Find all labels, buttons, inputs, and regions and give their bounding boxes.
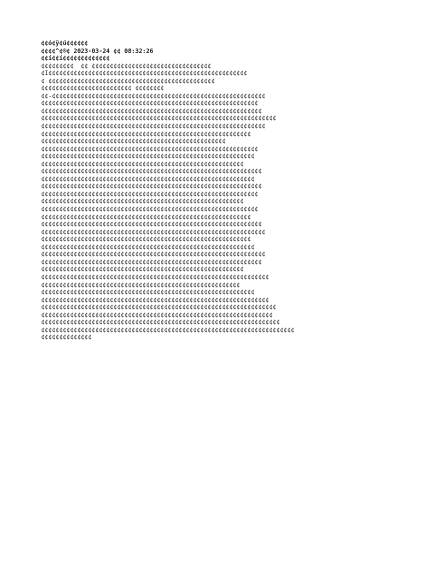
text-line: ¢¢¢¢¢¢¢¢¢¢¢¢¢¢¢¢¢¢¢¢¢¢¢¢¢¢¢¢¢¢¢¢¢¢¢¢¢¢¢¢¢¢¢¢¢¢¢¢¢¢¢¢¢¢¢¢¢¢¢¢¢¢¢¢¢¢	[41, 319, 280, 327]
text-line: ¢¢¢¢¢¢¢¢¢¢¢¢¢¢¢¢¢¢¢¢¢¢¢¢¢¢¢¢¢¢¢¢¢¢¢¢¢¢¢¢¢¢¢¢¢¢¢¢¢¢¢	[41, 138, 226, 146]
text-line: ¢¢¢¢¢¢¢¢¢¢¢¢¢¢¢¢¢¢¢¢¢¢¢¢¢¢¢¢¢¢¢¢¢¢¢¢¢¢¢¢¢¢¢¢¢¢¢¢¢¢¢¢¢¢¢¢¢¢¢¢¢	[41, 221, 262, 229]
text-line: ¢¢¢¢¢¢¢¢¢ ¢¢ ¢¢¢¢¢¢¢¢¢¢¢¢¢¢¢¢¢¢¢¢¢¢¢¢¢¢¢¢¢¢¢¢¢	[41, 62, 212, 70]
text-line: ¢¢¢¢¢¢¢¢¢¢¢¢¢¢¢¢¢¢¢¢¢¢¢¢¢¢¢¢¢¢¢¢¢¢¢¢¢¢¢¢¢¢¢¢¢¢¢¢¢¢¢¢¢¢¢¢¢¢¢¢¢¢¢¢¢¢¢¢¢¢	[41, 326, 295, 334]
text-line: ¢¢¢¢¢¢¢¢¢¢¢¢¢¢¢¢¢¢¢¢¢¢¢¢¢¢¢¢¢¢¢¢¢¢¢¢¢¢¢¢¢¢¢¢¢¢¢¢¢¢¢¢¢¢¢¢¢¢¢¢¢¢¢¢	[41, 311, 273, 319]
text-line: ¢¢¢¢¢¢¢¢¢¢¢¢¢¢¢¢¢¢¢¢¢¢¢¢¢¢¢¢¢¢¢¢¢¢¢¢¢¢¢¢¢¢¢¢¢¢¢¢¢¢¢¢¢¢¢¢¢¢¢¢¢¢¢	[41, 296, 269, 304]
text-line: ¢¢¢¢¢¢¢¢¢¢¢¢¢¢¢¢¢¢¢¢¢¢¢¢¢¢¢¢¢¢¢¢¢¢¢¢¢¢¢¢¢¢¢¢¢¢¢¢¢¢¢¢¢¢¢¢¢¢¢¢¢¢	[41, 251, 266, 259]
text-line: ¢¢¢¢¢¢¢¢¢¢¢¢¢¢¢¢¢¢¢¢¢¢¢¢¢¢¢¢¢¢¢¢¢¢¢¢¢¢¢¢¢¢¢¢¢¢¢¢¢¢¢¢¢¢¢¢	[41, 160, 244, 168]
text-line: ¢¢¢¢¢¢¢¢¢¢¢¢¢¢¢¢¢¢¢¢¢¢¢¢¢¢¢¢¢¢¢¢¢¢¢¢¢¢¢¢¢¢¢¢¢¢¢¢¢¢¢¢¢¢¢¢¢¢¢¢	[41, 206, 259, 214]
text-line: ¢¢¢¢¢¢¢¢¢¢¢¢¢¢¢¢¢¢¢¢¢¢¢¢¢¢¢¢¢¢¢¢¢¢¢¢¢¢¢¢¢¢¢¢¢¢¢¢¢¢¢¢¢¢¢¢¢¢¢¢¢	[41, 258, 262, 266]
text-line: ¢¢¢¢¢¢¢¢¢¢¢¢¢¢¢¢¢¢¢¢¢¢¢¢¢¢¢¢¢¢¢¢¢¢¢¢¢¢¢¢¢¢¢¢¢¢¢¢¢¢¢¢¢¢¢¢	[41, 266, 244, 274]
text-line: ¢¢¢¢¢¢¢¢¢¢¢¢¢¢¢¢¢¢¢¢¢¢¢¢¢¢¢¢¢¢¢¢¢¢¢¢¢¢¢¢¢¢¢¢¢¢¢¢¢¢¢¢¢¢¢¢¢¢¢¢¢¢¢	[41, 273, 269, 281]
document-subtitle: ¢¢í¢¢í¢¢¢¢¢¢¢¢¢¢¢¢¢	[41, 55, 110, 63]
text-line: ¢¢-¢¢¢¢¢¢¢¢¢¢¢¢¢¢¢¢¢¢¢¢¢¢¢¢¢¢¢¢¢¢¢¢¢¢¢¢¢¢¢¢¢¢¢¢¢¢¢¢¢¢¢¢¢¢¢¢¢¢¢	[41, 92, 266, 100]
text-line: ¢¢¢¢¢¢¢¢¢¢¢¢¢¢¢¢¢¢¢¢¢¢¢¢¢¢¢¢¢¢¢¢¢¢¢¢¢¢¢¢¢¢¢¢¢¢¢¢¢¢¢¢¢¢¢¢¢¢¢¢¢¢¢¢¢	[41, 115, 277, 123]
text-line: ¢¢¢¢¢¢¢¢¢¢¢¢¢¢¢¢¢¢¢¢¢¢¢¢¢¢¢¢¢¢¢¢¢¢¢¢¢¢¢¢¢¢¢¢¢¢¢¢¢¢¢¢¢¢¢¢¢¢	[41, 236, 251, 244]
text-line: ¢¢¢¢¢¢¢¢¢¢¢¢¢¢¢¢¢¢¢¢¢¢¢¢¢¢¢¢¢¢¢¢¢¢¢¢¢¢¢¢¢¢¢¢¢¢¢¢¢¢¢¢¢¢¢¢	[41, 198, 244, 206]
text-line: ¢¢¢¢¢¢¢¢¢¢¢¢¢¢¢¢¢¢¢¢¢¢¢¢¢¢¢¢¢¢¢¢¢¢¢¢¢¢¢¢¢¢¢¢¢¢¢¢¢¢¢¢¢¢¢¢¢¢¢¢¢	[41, 107, 262, 115]
text-line: ¢¢¢¢¢¢¢¢¢¢¢¢¢¢¢¢¢¢¢¢¢¢¢¢¢¢¢¢¢¢¢¢¢¢¢¢¢¢¢¢¢¢¢¢¢¢¢¢¢¢¢¢¢¢¢¢¢¢¢¢	[41, 145, 259, 153]
text-line: ¢¢¢¢¢¢¢¢¢¢¢¢¢¢¢¢¢¢¢¢¢¢¢¢¢¢¢¢¢¢¢¢¢¢¢¢¢¢¢¢¢¢¢¢¢¢¢¢¢¢¢¢¢¢¢¢¢¢¢¢¢	[41, 168, 262, 176]
text-line: ¢¢¢¢¢¢¢¢¢¢¢¢¢¢	[41, 334, 92, 342]
document-title: ¢¢ó¢ÿ¢ú¢¢¢¢¢¢	[41, 40, 89, 47]
text-line: ¢¢¢¢¢¢¢¢¢¢¢¢¢¢¢¢¢¢¢¢¢¢¢¢¢ ¢¢¢¢¢¢¢¢	[41, 85, 165, 93]
text-line: ¢¢¢¢¢¢¢¢¢¢¢¢¢¢¢¢¢¢¢¢¢¢¢¢¢¢¢¢¢¢¢¢¢¢¢¢¢¢¢¢¢¢¢¢¢¢¢¢¢¢¢¢¢¢¢¢¢¢¢¢	[41, 190, 259, 198]
text-line: ¢¢¢¢¢¢¢¢¢¢¢¢¢¢¢¢¢¢¢¢¢¢¢¢¢¢¢¢¢¢¢¢¢¢¢¢¢¢¢¢¢¢¢¢¢¢¢¢¢¢¢¢¢¢¢	[41, 281, 241, 289]
text-line: ¢¢¢¢¢¢¢¢¢¢¢¢¢¢¢¢¢¢¢¢¢¢¢¢¢¢¢¢¢¢¢¢¢¢¢¢¢¢¢¢¢¢¢¢¢¢¢¢¢¢¢¢¢¢¢¢¢¢¢¢¢	[41, 183, 262, 191]
text-line: ¢¢¢¢¢¢¢¢¢¢¢¢¢¢¢¢¢¢¢¢¢¢¢¢¢¢¢¢¢¢¢¢¢¢¢¢¢¢¢¢¢¢¢¢¢¢¢¢¢¢¢¢¢¢¢¢¢¢	[41, 213, 251, 221]
text-line: ¢¢¢¢¢¢¢¢¢¢¢¢¢¢¢¢¢¢¢¢¢¢¢¢¢¢¢¢¢¢¢¢¢¢¢¢¢¢¢¢¢¢¢¢¢¢¢¢¢¢¢¢¢¢¢¢¢¢	[41, 130, 251, 138]
text-line: ¢¢¢¢¢¢¢¢¢¢¢¢¢¢¢¢¢¢¢¢¢¢¢¢¢¢¢¢¢¢¢¢¢¢¢¢¢¢¢¢¢¢¢¢¢¢¢¢¢¢¢¢¢¢¢¢¢¢¢¢¢¢	[41, 123, 266, 131]
text-line: ¢¢¢¢¢¢¢¢¢¢¢¢¢¢¢¢¢¢¢¢¢¢¢¢¢¢¢¢¢¢¢¢¢¢¢¢¢¢¢¢¢¢¢¢¢¢¢¢¢¢¢¢¢¢¢¢¢¢¢¢	[41, 100, 259, 108]
text-line: ¢¢¢¢¢¢¢¢¢¢¢¢¢¢¢¢¢¢¢¢¢¢¢¢¢¢¢¢¢¢¢¢¢¢¢¢¢¢¢¢¢¢¢¢¢¢¢¢¢¢¢¢¢¢¢¢¢¢¢¢¢¢	[41, 228, 266, 236]
document-body	[41, 40, 413, 342]
text-line: ¢I¢¢¢¢¢¢¢¢¢¢¢¢¢¢¢¢¢¢¢¢¢¢¢¢¢¢¢¢¢¢¢¢¢¢¢¢¢¢¢¢¢¢¢¢¢¢¢¢¢¢¢¢¢¢¢	[41, 70, 248, 78]
text-line: ¢¢¢¢¢¢¢¢¢¢¢¢¢¢¢¢¢¢¢¢¢¢¢¢¢¢¢¢¢¢¢¢¢¢¢¢¢¢¢¢¢¢¢¢¢¢¢¢¢¢¢¢¢¢¢¢¢¢¢	[41, 175, 255, 183]
text-line: ¢¢¢¢¢¢¢¢¢¢¢¢¢¢¢¢¢¢¢¢¢¢¢¢¢¢¢¢¢¢¢¢¢¢¢¢¢¢¢¢¢¢¢¢¢¢¢¢¢¢¢¢¢¢¢¢¢¢¢	[41, 243, 255, 251]
text-line: ¢¢¢¢¢¢¢¢¢¢¢¢¢¢¢¢¢¢¢¢¢¢¢¢¢¢¢¢¢¢¢¢¢¢¢¢¢¢¢¢¢¢¢¢¢¢¢¢¢¢¢¢¢¢¢¢¢¢¢	[41, 153, 255, 161]
document-date-line: ¢¢¢¢^¢®¢ 2023-03-24 ¢¢ 08:32:26	[41, 47, 154, 55]
text-line: ¢¢¢¢¢¢¢¢¢¢¢¢¢¢¢¢¢¢¢¢¢¢¢¢¢¢¢¢¢¢¢¢¢¢¢¢¢¢¢¢¢¢¢¢¢¢¢¢¢¢¢¢¢¢¢¢¢¢¢	[41, 289, 255, 297]
text-line: ¢ ¢¢¢¢¢¢¢¢¢¢¢¢¢¢¢¢¢¢¢¢¢¢¢¢¢¢¢¢¢¢¢¢¢¢¢¢¢¢¢¢¢¢¢¢¢¢	[41, 77, 215, 85]
text-line: ¢¢¢¢¢¢¢¢¢¢¢¢¢¢¢¢¢¢¢¢¢¢¢¢¢¢¢¢¢¢¢¢¢¢¢¢¢¢¢¢¢¢¢¢¢¢¢¢¢¢¢¢¢¢¢¢¢¢¢¢¢¢¢¢¢	[41, 304, 277, 312]
document-text-block	[41, 63, 413, 342]
